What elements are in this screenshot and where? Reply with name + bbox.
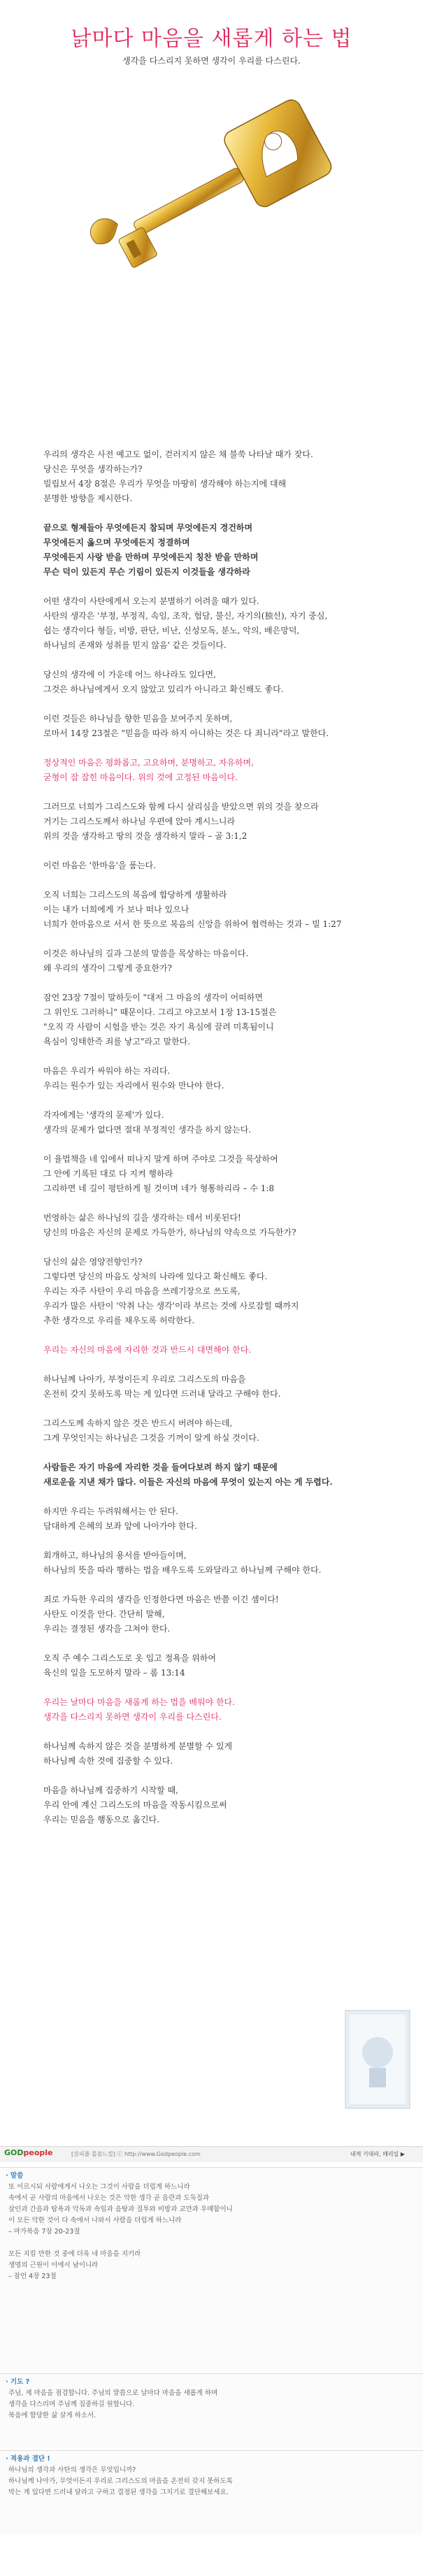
body-paragraph: 하지만 우리는 두려워해서는 안 된다. 담대하게 은혜의 보좌 앞에 나아가야 한다. — [43, 1506, 197, 1531]
body-paragraph: 마음을 하나님께 집중하기 시작할 때, 우리 안에 계신 그리스도의 마음을 작동시킴으로써 우리는 믿음을 행동으로 옮긴다. — [43, 1785, 227, 1825]
header — [0, 0, 423, 84]
body-paragraph: 이런 마음은 '한마음'을 품는다. — [43, 861, 156, 870]
body-paragraph: 이 율법책을 네 입에서 떠나지 말게 하며 주야로 그것을 묵상하여 그 안에 기록된 대로 다 지켜 행하라 그리하면 네 길이 평탄하게 될 것이며 네가 형통하리라 – 수 1:8 — [43, 1154, 278, 1193]
body-paragraph: 어떤 생각이 사탄에게서 오는지 분별하기 어려울 때가 있다. 사탄의 생각은 '부정, 부정직, 속임, 조작, 험담, 불신, 자기의(独선), 자기 중심, 쉽는 생각이다 형들, 비방, 판단, 비난, 신성모독, 분노, 악의, 배은망덕, 하나님의 존재와 성취를 믿지 않음' 같은 것들이다. — [43, 596, 328, 650]
credit-text: [갓피플 몰씀느낌] ⓒ http://www.Godpeople.com — [71, 2151, 201, 2157]
info-box-body: 또 이르시되 사람에게서 나오는 그것이 사람을 더럽게 하느니라 속에서 곧 사람의 마음에서 나오는 것은 악한 생각 곧 음란과 도둑질과 살인과 간음과 탐욕과 악독과 속임과 음탕과 질투와 비방과 교만과 우매함이니 이 모든 악한 것이 다 속에서 나와서 사람을 더럽게 하느니라 – 마가복음 7장 20-23절 모든 지킬 만한 것 중에 더욱 네 마음을 지키라 생명의 근원이 이에서 남이니라 – 잠언 4장 23절 — [8, 2183, 233, 2280]
body-paragraph: 우리는 자신의 마음에 자리한 것과 반드시 대면해야 한다. — [43, 1345, 252, 1355]
body-paragraph: 끝으로 형제들아 무엇에든지 참되며 무엇에든지 경건하며 무엇에든지 옳으며 무엇에든지 정결하며 무엇에든지 사랑 받을 만하며 무엇에든지 칭찬 받을 만하며 무슨 덕이 있든지 무슨 기림이 있든지 이것들을 생각하라 — [43, 523, 259, 577]
info-box — [0, 2450, 423, 2535]
info-box — [0, 2373, 423, 2447]
body-paragraph: 번영하는 삶은 하나님의 길을 생각하는 데서 비롯된다! 당신의 마음은 자신의 문제로 가득한가, 하나님의 약속으로 가득한가? — [43, 1213, 296, 1237]
book-caption-link[interactable]: 내게 기대라, 매리일 ▶ — [350, 2151, 406, 2157]
body-paragraph: 그리스도께 속하지 않은 것은 반드시 버려야 하는데, 그게 무엇인지는 하나님은 그것을 기꺼이 알게 하실 것이다. — [43, 1418, 259, 1443]
body-paragraph: 당신의 삶은 영양전향인가? 그렇다면 당신의 마음도 상처의 나라에 있다고 확신해도 좋다. 우리는 자주 사탄이 우리 마음을 쓰레기장으로 쓰도록, 우리가 많은 사탄이 '악취 나는 생각'이라 부르는 것에 사로잡힐 때까지 추한 생각으로 우리를 채우도록 허락한다. — [43, 1257, 299, 1325]
body-paragraph: 사람들은 자기 마음에 자리한 것을 들여다보려 하지 않기 때문에 새로운을 지낸 채가 많다. 이들은 자신의 마음에 무엇이 있는지 아는 게 두렵다. — [43, 1462, 333, 1487]
body-paragraph: 우리는 날마다 마음을 새롭게 하는 법을 배워야 한다. 생각을 다스리지 못하면 생각이 우리를 다스린다. — [43, 1697, 235, 1722]
body-paragraph: 오직 너희는 그리스도의 복음에 합당하게 생활하라 이는 내가 너희에게 가 보나 떠나 있으나 너희가 한마음으로 서서 한 뜻으로 복음의 신앙을 위하여 협력하는 것과 – 빌 1:27 — [43, 890, 342, 929]
info-box-title: · 기도 ? — [6, 2378, 30, 2386]
info-box — [0, 2167, 423, 2370]
body-paragraph: 잠언 23장 7절이 말하듯이 "대저 그 마음의 생각이 어떠하면 그 위인도 그러하니" 때문이다. 그리고 야고보서 1장 13-15절은 "오직 각 사람이 시험을 받는 것은 자기 욕심에 끌려 미혹됨이니 욕심이 잉태한즉 죄를 낳고"라고 말한다. — [43, 993, 277, 1046]
info-box-title: · 적용과 결단 ! — [6, 2455, 50, 2463]
body-paragraph: 오직 주 예수 그리스도로 옷 입고 정욕을 위하여 육신의 일을 도모하지 말라 – 롬 13:14 — [43, 1653, 216, 1678]
body-paragraph: 우리의 생각은 사전 예고도 없이, 걷러지지 않은 채 불쑥 나타날 때가 잦다. 당신은 무엇을 생각하는가? 빌립보서 4장 8절은 우리가 무엇을 마땅히 생각해야 하는지에 대해 분명한 방향을 제시한다. — [43, 449, 313, 503]
body-paragraph: 하나님께 속하지 않은 것을 분명하게 분별할 수 있게 하나님께 속한 것에 집중할 수 있다. — [43, 1741, 233, 1766]
golden-key-illustration — [56, 82, 350, 299]
body-paragraph: 이런 것들은 하나님을 향한 믿음을 보여주지 못하며, 로마서 14장 23절은 "믿음을 따라 하지 아니하는 것은 다 죄니라"라고 말한다. — [43, 714, 329, 738]
info-box-title: · 말씀 — [6, 2172, 24, 2180]
body-paragraph: 죄로 가득한 우리의 생각을 인정한다면 마음은 반쯤 이긴 셈이다! 사탄도 이것을 안다. 간단히 말해, 우리는 결정된 생각을 그쳐야 한다. — [43, 1595, 279, 1634]
body-paragraph: 정상적인 마음은 평화롭고, 고요하며, 분명하고, 자유하며, 굳형이 잡 잡힌 마음이다. 위의 것에 고정된 마음이다. — [43, 758, 254, 782]
body-paragraph: 이것은 하나님의 길과 그분의 말씀을 목상하는 마음이다. 왜 우리의 생각이 그렇게 중요한가? — [43, 949, 249, 973]
info-box-body: 하나님의 생각과 사탄의 생각은 무엇입니까? 하나님께 나아가, 무엇이든지 우리로 그리스도의 마음을 온전히 갖지 못하도록 막는 게 있다면 드러내 달라고 구하고 결정된 생각을 그치기로 결단해보세요. — [8, 2466, 233, 2496]
info-box-body: 주님, 제 마음을 점검합니다. 주님의 말씀으로 날마다 마음을 새롭게 하며 생각을 다스리며 주님께 집중하길 원합니다. 복음에 합당한 삶 살게 하소서. — [8, 2389, 218, 2419]
body-paragraph: 당신의 생각에 이 가운데 어느 하나라도 있다면, 그것은 하나님에게서 오지 않았고 있리가 아니라고 확신해도 좋다. — [43, 670, 284, 694]
page-title: 낡마다 마음을 새롭게 하는 법 — [71, 27, 352, 51]
body-paragraph: 하나님께 나아가, 부정이든지 우리로 그리스도의 마음을 온전히 갖지 못하도록 막는 게 있다면 드러내 달라고 구해야 한다. — [43, 1374, 281, 1399]
page-subtitle: 생각을 다스리지 못하면 생각이 우리를 다스린다. — [122, 56, 301, 66]
body-paragraph: 각자에게는 '생각의 문제'가 있다. 생각의 문제가 없다면 절대 부정적인 생각을 하지 않는다. — [43, 1110, 252, 1135]
book-cover-image[interactable] — [341, 2006, 414, 2111]
article-body — [43, 447, 372, 1827]
godpeople-logo[interactable]: GODpeople — [4, 2148, 53, 2157]
footer-bar — [0, 2146, 423, 2162]
body-paragraph: 그러므로 너희가 그리스도와 함께 다시 살리심을 받았으면 위의 것을 찾으라 거기는 그리스도께서 하나님 우편에 앉아 계시느니라 위의 것을 생각하고 땅의 것을 생각하지 말라 – 골 3:1,2 — [43, 802, 319, 841]
body-paragraph: 마음은 우리가 싸워야 하는 자리다. 우리는 원수가 있는 자리에서 원수와 만나야 한다. — [43, 1066, 224, 1091]
body-paragraph: 회개하고, 하나님의 용서를 받아들이며, 하나님의 뜻을 따라 행하는 법을 배우도록 도와달라고 하나님께 구해야 한다. — [43, 1550, 322, 1575]
